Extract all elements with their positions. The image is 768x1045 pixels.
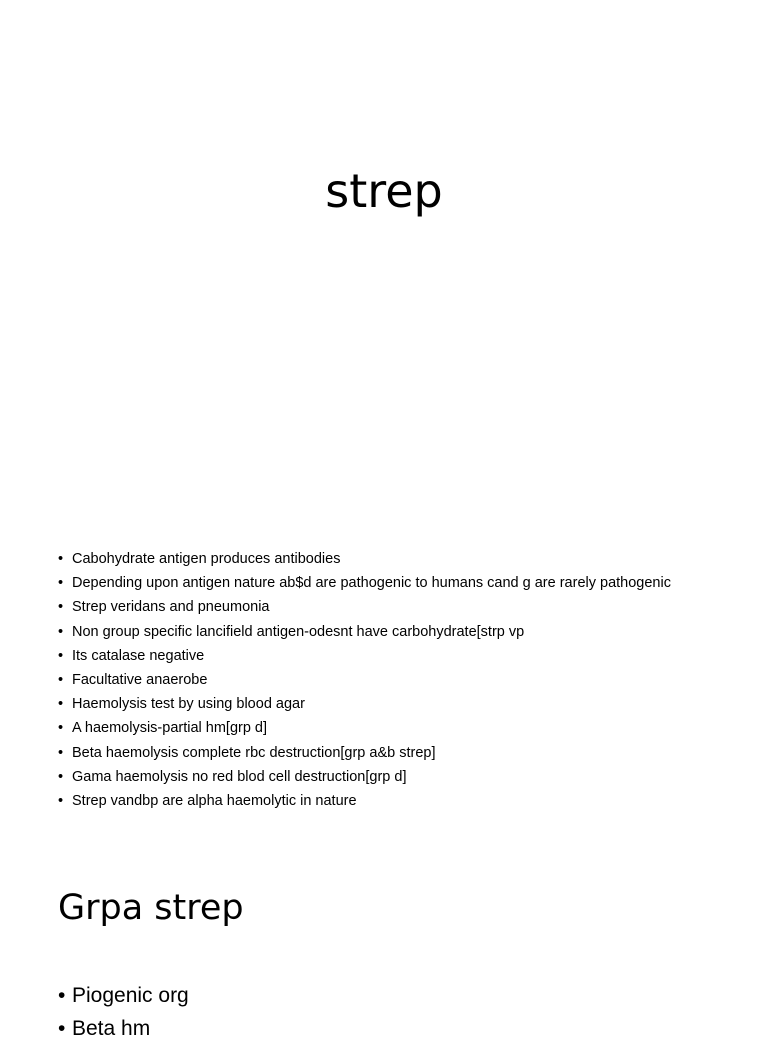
list-item-text: Haemolysis test by using blood agar [72, 696, 305, 713]
list-item-text: Gama haemolysis no red blod cell destruction[grp d] [72, 768, 407, 785]
list-item [58, 1012, 189, 1045]
bullet-icon: • [58, 696, 64, 713]
list-item [58, 668, 748, 692]
list-item-text: Strep veridans and pneumonia [72, 599, 270, 616]
list-item-text: A haemolysis-partial hm[grp d] [72, 720, 268, 737]
bullet-icon: • [58, 599, 64, 616]
bullet-icon: • [58, 623, 64, 640]
bullet-list [58, 547, 748, 813]
list-item [58, 765, 748, 789]
list-item [58, 595, 748, 619]
bullet-icon: • [58, 551, 64, 567]
list-item [58, 547, 748, 571]
slide-title: strep [325, 164, 443, 218]
list-item [58, 571, 748, 595]
list-item [58, 644, 748, 668]
list-item [58, 741, 748, 765]
list-item-text: Piogenic org [72, 984, 189, 1007]
list-item-text: Cabohydrate antigen produces antibodies [72, 551, 341, 567]
list-item [58, 979, 189, 1012]
list-item-text: Facultative anaerobe [72, 672, 208, 689]
section-heading: Grpa strep [58, 888, 244, 928]
list-item [58, 789, 748, 813]
bullet-icon: • [58, 720, 64, 737]
bullet-icon: • [58, 647, 64, 664]
bullet-icon: • [58, 793, 64, 810]
list-item-text: Beta haemolysis complete rbc destruction[grp a&b strep] [72, 744, 436, 761]
list-item-text: Beta hm [72, 1017, 151, 1040]
bullet-icon: • [58, 575, 64, 592]
list-item [58, 716, 748, 740]
list-item-text: Strep vandbp are alpha haemolytic in nature [72, 793, 357, 810]
list-item [58, 692, 748, 716]
list-item [58, 620, 748, 644]
list-item-text: Its catalase negative [72, 647, 205, 664]
bullet-icon: • [58, 984, 66, 1007]
bullet-icon: • [58, 768, 64, 785]
bullet-icon: • [58, 1017, 66, 1040]
bullet-icon: • [58, 744, 64, 761]
list-item-text: Non group specific lancifield antigen-odesnt have carbohydrate[strp vp [72, 623, 525, 640]
bullet-icon: • [58, 672, 64, 689]
bullet-list-large [58, 979, 189, 1045]
list-item-text: Depending upon antigen nature ab$d are pathogenic to humans cand g are rarely pathogenic [72, 575, 671, 592]
